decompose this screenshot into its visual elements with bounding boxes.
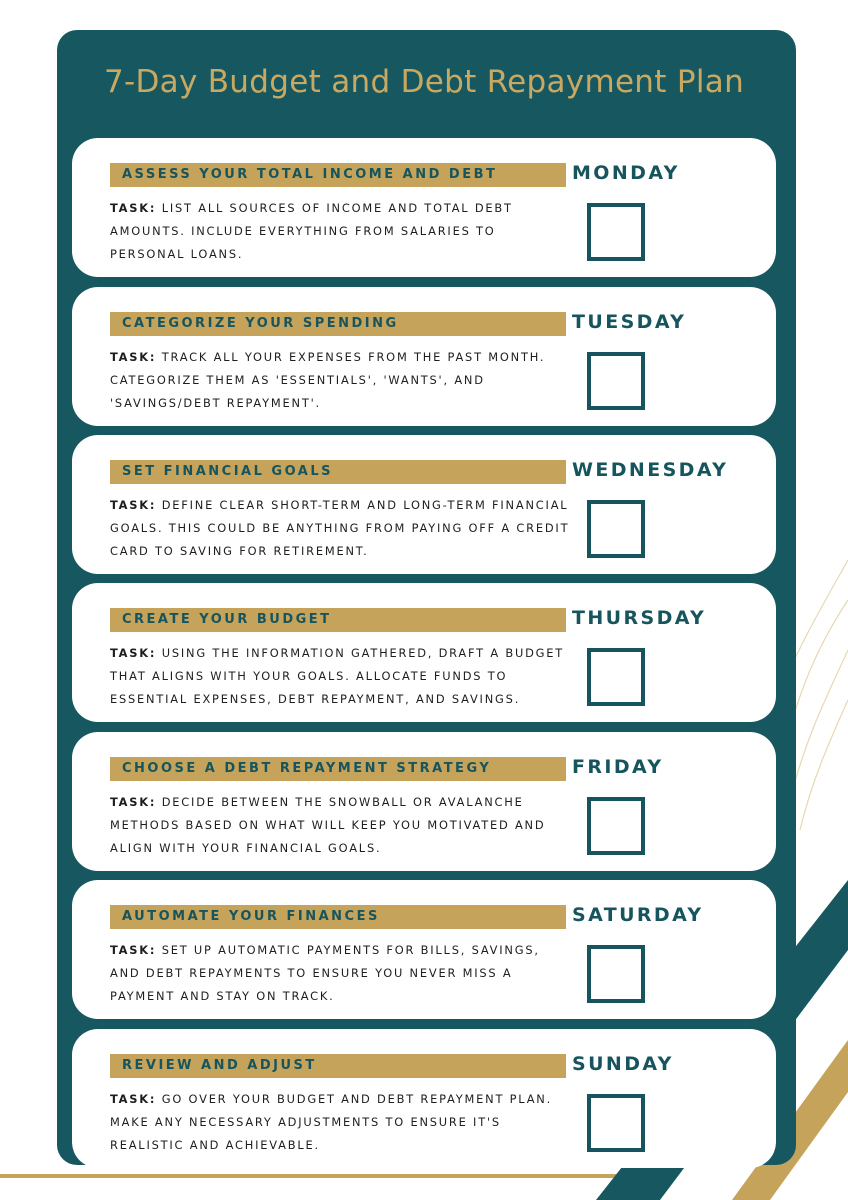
day-card-thursday — [72, 583, 776, 722]
task-heading: CHOOSE A DEBT REPAYMENT STRATEGY — [110, 757, 566, 781]
completion-checkbox[interactable] — [587, 648, 645, 706]
day-label: SUNDAY — [572, 1053, 674, 1075]
completion-checkbox[interactable] — [587, 203, 645, 261]
task-description — [110, 642, 570, 711]
day-label: FRIDAY — [572, 756, 664, 778]
day-card-tuesday — [72, 287, 776, 426]
task-description — [110, 1088, 570, 1157]
task-text: SET UP AUTOMATIC PAYMENTS FOR BILLS, SAVINGS, AND DEBT REPAYMENTS TO ENSURE YOU NEVER MISS A PAYMENT AND STAY ON TRACK. — [110, 943, 540, 1003]
task-label: TASK: — [110, 795, 157, 809]
day-label: THURSDAY — [572, 607, 707, 629]
task-text: TRACK ALL YOUR EXPENSES FROM THE PAST MONTH. CATEGORIZE THEM AS 'ESSENTIALS', 'WANTS', AND 'SAVINGS/DEBT REPAYMENT'. — [110, 350, 546, 410]
day-label: SATURDAY — [572, 904, 704, 926]
task-label: TASK: — [110, 943, 157, 957]
day-label: MONDAY — [572, 162, 680, 184]
task-text: LIST ALL SOURCES OF INCOME AND TOTAL DEBT AMOUNTS. INCLUDE EVERYTHING FROM SALARIES TO PERSONAL LOANS. — [110, 201, 513, 261]
completion-checkbox[interactable] — [587, 797, 645, 855]
page-title: 7-Day Budget and Debt Repayment Plan — [103, 64, 745, 100]
day-label: WEDNESDAY — [572, 459, 729, 481]
task-label: TASK: — [110, 201, 157, 215]
task-heading: AUTOMATE YOUR FINANCES — [110, 905, 566, 929]
completion-checkbox[interactable] — [587, 352, 645, 410]
task-heading: ASSESS YOUR TOTAL INCOME AND DEBT — [110, 163, 566, 187]
day-card-monday — [72, 138, 776, 277]
task-description — [110, 939, 570, 1008]
task-label: TASK: — [110, 498, 157, 512]
day-card-wednesday — [72, 435, 776, 574]
completion-checkbox[interactable] — [587, 945, 645, 1003]
completion-checkbox[interactable] — [587, 1094, 645, 1152]
gold-leaf-line — [790, 650, 848, 800]
day-card-sunday — [72, 1029, 776, 1168]
task-text: GO OVER YOUR BUDGET AND DEBT REPAYMENT PLAN. MAKE ANY NECESSARY ADJUSTMENTS TO ENSURE IT'S REALISTIC AND ACHIEVABLE. — [110, 1092, 553, 1152]
task-description — [110, 197, 570, 266]
task-label: TASK: — [110, 646, 157, 660]
task-text: DECIDE BETWEEN THE SNOWBALL OR AVALANCHE METHODS BASED ON WHAT WILL KEEP YOU MOTIVATED AND ALIGN WITH YOUR FINANCIAL GOALS. — [110, 795, 546, 855]
task-description — [110, 791, 570, 860]
task-label: TASK: — [110, 1092, 157, 1106]
task-text: DEFINE CLEAR SHORT-TERM AND LONG-TERM FINANCIAL GOALS. THIS COULD BE ANYTHING FROM PAYING OFF A CREDIT CARD TO SAVING FOR RETIREMENT. — [110, 498, 570, 558]
task-heading: REVIEW AND ADJUST — [110, 1054, 566, 1078]
task-heading: CATEGORIZE YOUR SPENDING — [110, 312, 566, 336]
task-heading: CREATE YOUR BUDGET — [110, 608, 566, 632]
completion-checkbox[interactable] — [587, 500, 645, 558]
task-description — [110, 494, 570, 563]
day-label: TUESDAY — [572, 311, 687, 333]
task-text: USING THE INFORMATION GATHERED, DRAFT A BUDGET THAT ALIGNS WITH YOUR GOALS. ALLOCATE FUNDS TO ESSENTIAL EXPENSES, DEBT REPAYMENT, AND SAVINGS. — [110, 646, 565, 706]
day-card-friday — [72, 732, 776, 871]
task-heading: SET FINANCIAL GOALS — [110, 460, 566, 484]
task-description — [110, 346, 570, 415]
task-label: TASK: — [110, 350, 157, 364]
gold-leaf-line — [800, 700, 848, 830]
day-card-saturday — [72, 880, 776, 1019]
